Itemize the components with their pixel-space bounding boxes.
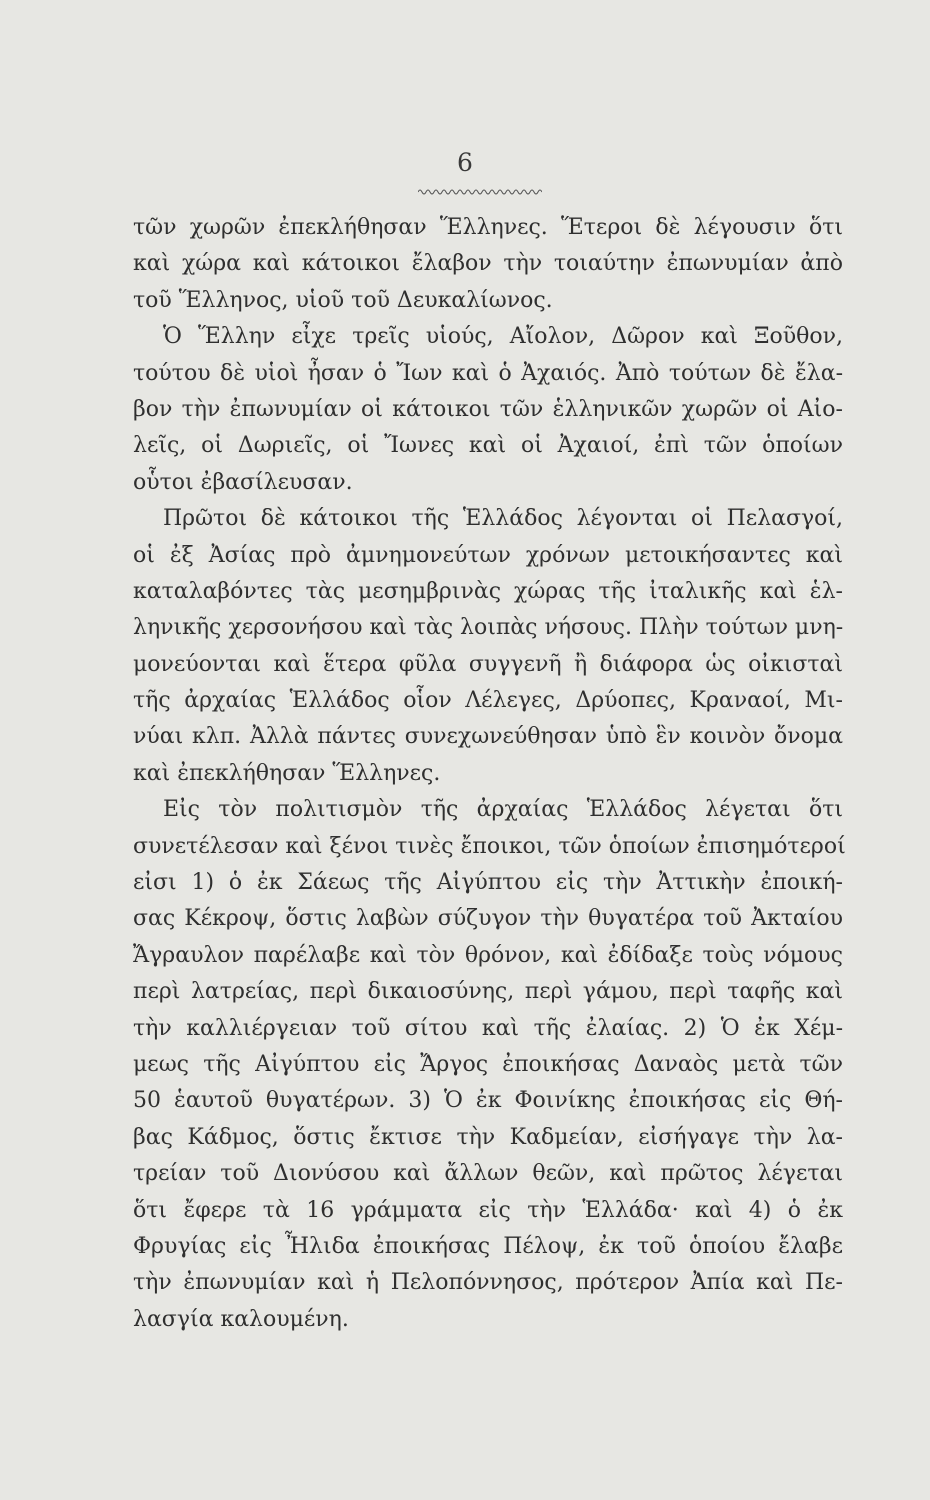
wavy-rule-ornament xyxy=(418,188,542,196)
text-line: Ὁ Ἕλλην εἶχε τρεῖς υἱούς, Αἴολον, Δῶρον καὶ Ξοῦθον, xyxy=(163,324,843,350)
text-line: τῆς ἀρχαίας Ἑλλάδος οἷον Λέλεγες, Δρύοπες, Κραναοί, Μι- xyxy=(133,688,843,714)
text-line: τούτου δὲ υἱοὶ ἦσαν ὁ Ἴων καὶ ὁ Ἀχαιός. Ἀπὸ τούτων δὲ ἔλα- xyxy=(133,360,843,386)
text-line: τῶν χωρῶν ἐπεκλήθησαν Ἕλληνες. Ἕτεροι δὲ λέγουσιν ὅτι xyxy=(133,215,843,240)
text-line: βας Κάδμος, ὅστις ἔκτισε τὴν Καδμείαν, εἰσήγαγε τὴν λα- xyxy=(133,1124,843,1150)
text-line: οἱ ἐξ Ἀσίας πρὸ ἀμνημονεύτων χρόνων μετοικήσαντες καὶ xyxy=(133,542,843,568)
text-line: Φρυγίας εἰς Ἦλιδα ἐποικήσας Πέλοψ, ἐκ τοῦ ὁποίου ἔλαβε xyxy=(133,1233,843,1259)
text-line: Πρῶτοι δὲ κάτοικοι τῆς Ἑλλάδος λέγονται οἱ Πελασγοί, xyxy=(163,506,843,532)
text-line: τὴν καλλιέργειαν τοῦ σίτου καὶ τῆς ἐλαίας. 2) Ὁ ἐκ Χέμ- xyxy=(133,1015,843,1041)
text-line: συνετέλεσαν καὶ ξένοι τινὲς ἔποικοι, τῶν ὁποίων ἐπισημότεροί xyxy=(133,833,846,859)
text-line: περὶ λατρείας, περὶ δικαιοσύνης, περὶ γάμου, περὶ ταφῆς καὶ xyxy=(133,979,843,1005)
text-line: τοῦ Ἕλληνος, υἱοῦ τοῦ Δευκαλίωνος. xyxy=(133,287,553,313)
paragraph xyxy=(133,792,846,1338)
text-line: 50 ἑαυτοῦ θυγατέρων. 3) Ὁ ἐκ Φοινίκης ἐποικήσας εἰς Θή- xyxy=(133,1088,843,1114)
text-line: καταλαβόντες τὰς μεσημβρινὰς χώρας τῆς ἰταλικῆς καὶ ἑλ- xyxy=(133,578,843,604)
text-line: Ἄγραυλον παρέλαβε καὶ τὸν θρόνον, καὶ ἐδίδαξε τοὺς νόμους xyxy=(133,942,843,968)
text-line: οὗτοι ἐβασίλευσαν. xyxy=(133,469,353,495)
text-line: νύαι κλπ. Ἀλλὰ πάντες συνεχωνεύθησαν ὑπὸ ἓν κοινὸν ὄνομα xyxy=(133,724,843,750)
paragraph xyxy=(133,210,843,319)
paragraph xyxy=(133,319,843,501)
body-text xyxy=(133,210,846,1338)
text-line: λασγία καλουμένη. xyxy=(133,1306,349,1332)
text-line: καὶ ἐπεκλήθησαν Ἕλληνες. xyxy=(133,760,441,786)
text-line: ὅτι ἔφερε τὰ 16 γράμματα εἰς τὴν Ἑλλάδα· καὶ 4) ὁ ἐκ xyxy=(133,1197,843,1223)
text-line: Εἰς τὸν πολιτισμὸν τῆς ἀρχαίας Ἑλλάδος λέγεται ὅτι xyxy=(163,797,843,823)
text-line: σας Κέκροψ, ὅστις λαβὼν σύζυγον τὴν θυγατέρα τοῦ Ἀκταίου xyxy=(133,906,843,932)
text-line: μεως τῆς Αἰγύπτου εἰς Ἄργος ἐποικήσας Δαναὸς μετὰ τῶν xyxy=(133,1051,843,1077)
text-line: μονεύονται καὶ ἕτερα φῦλα συγγενῆ ἢ διάφορα ὡς οἰκισταὶ xyxy=(133,651,843,677)
page-number: 6 xyxy=(457,148,473,177)
text-line: βον τὴν ἐπωνυμίαν οἱ κάτοικοι τῶν ἑλληνικῶν χωρῶν οἱ Αἰο- xyxy=(133,396,843,422)
text-line: ληνικῆς χερσονήσου καὶ τὰς λοιπὰς νήσους. Πλὴν τούτων μνη- xyxy=(133,615,844,641)
text-line: εἰσι 1) ὁ ἐκ Σάεως τῆς Αἰγύπτου εἰς τὴν Ἀττικὴν ἐποική- xyxy=(133,870,843,896)
paragraph xyxy=(133,501,843,792)
text-line: καὶ χώρα καὶ κάτοικοι ἔλαβον τὴν τοιαύτην ἐπωνυμίαν ἀπὸ xyxy=(133,251,843,277)
text-line: λεῖς, οἱ Δωριεῖς, οἱ Ἴωνες καὶ οἱ Ἀχαιοί, ἐπὶ τῶν ὁποίων xyxy=(133,433,843,459)
text-line: τὴν ἐπωνυμίαν καὶ ἡ Πελοπόννησος, πρότερον Ἀπία καὶ Πε- xyxy=(133,1270,843,1296)
text-line: τρείαν τοῦ Διονύσου καὶ ἄλλων θεῶν, καὶ πρῶτος λέγεται xyxy=(133,1161,843,1187)
